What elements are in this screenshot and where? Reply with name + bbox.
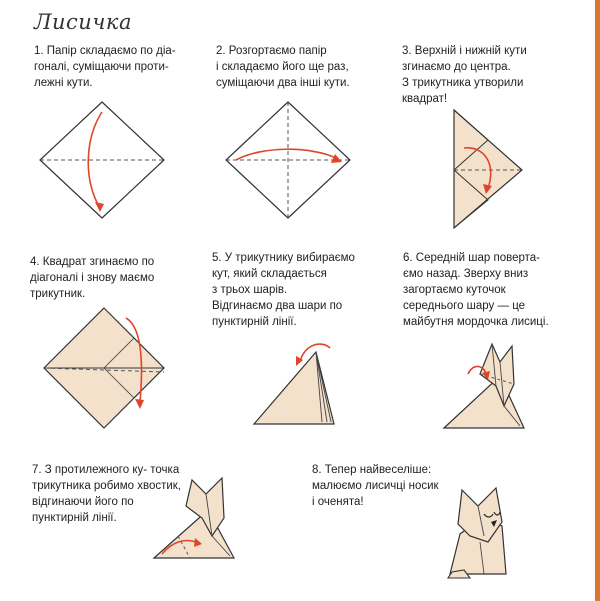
step-5-text: 5. У трикутнику вибираємо кут, який складається з трьох шарів. Відгинаємо два шари по пунктирній лінії. [212,252,355,328]
step-3-text: 3. Верхній і нижній кути згинаємо до центра. З трикутника утворили квадрат! [402,45,527,105]
step-3-figure [448,108,528,230]
step-6-text: 6. Середній шар поверта- ємо назад. Зверху вниз загортаємо куточок середнього шару — це майбутня мордочка лисиці. [403,252,549,328]
step-1-text: 1. Папір складаємо по діа- гоналі, суміщаючи проти- лежні кути. [34,45,176,89]
step-8-figure [444,482,524,582]
step-1-figure [36,100,168,222]
step-7-text: 7. З протилежного ку- точка трикутника робимо хвостик, відгинаючи його по пунктирній лінії. [32,464,182,524]
step-4-figure [40,306,176,432]
step-2-text: 2. Розгортаємо папір і складаємо його ще раз, суміщаючи два інші кути. [216,45,350,89]
page-title: Лисичка [34,10,132,34]
step-7-figure [150,474,240,570]
step-8-text: 8. Тепер найвеселіше: малюємо лисичці носик і оченята! [312,464,439,508]
paper-triangle [454,110,522,228]
step-6-figure [440,340,540,440]
step-4-text: 4. Квадрат згинаємо по діагоналі і знову маємо трикутник. [30,256,155,300]
arrow-head [135,399,144,409]
page-edge-stripe [595,0,600,601]
step-2-figure [222,100,354,222]
step-5-figure [250,338,346,434]
